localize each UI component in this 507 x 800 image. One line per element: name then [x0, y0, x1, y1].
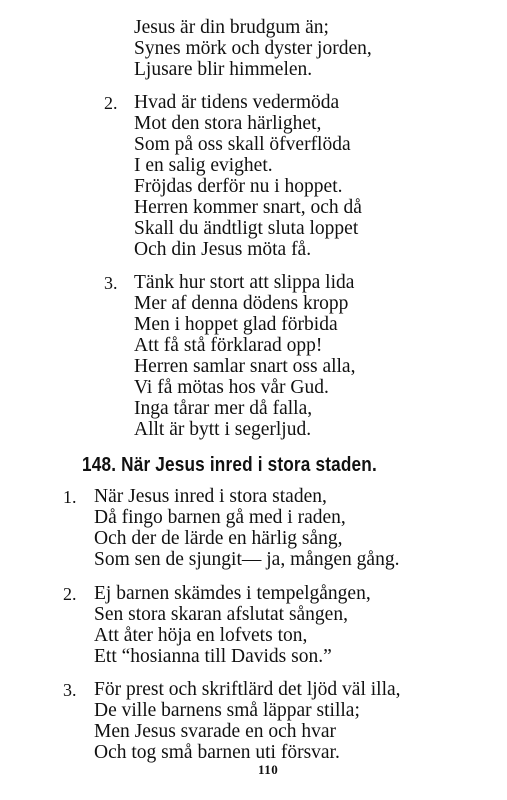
verse-number: 2.: [63, 584, 77, 604]
verse-line: Tänk hur stort att slippa lida: [134, 272, 355, 293]
verse-number: 1.: [63, 487, 77, 507]
verse-line: Sen stora skaran afslutat sången,: [94, 604, 348, 625]
verse-line: Fröjdas derför nu i hoppet.: [134, 176, 343, 197]
verse-line: Herren samlar snart oss alla,: [134, 356, 356, 377]
verse-line: Och tog små barnen uti försvar.: [94, 742, 340, 763]
verse-line: Men Jesus svarade en och hvar: [94, 721, 337, 742]
verse-line: De ville barnens små läppar stilla;: [94, 700, 360, 721]
verse-line: Ett “hosianna till Davids son.”: [94, 646, 332, 667]
verse-line: Skall du ändtligt sluta loppet: [134, 218, 359, 239]
verse-line: Hvad är tidens vedermöda: [134, 92, 340, 113]
verse-line: Och der de lärde en härlig sång,: [94, 528, 343, 549]
verse-line: När Jesus inred i stora staden,: [94, 486, 327, 507]
verse-line: Mer af denna dödens kropp: [134, 293, 349, 314]
verse-line: Ljusare blir himmelen.: [134, 59, 313, 80]
verse-line: Jesus är din brudgum än;: [134, 17, 329, 38]
verse-line: I en salig evighet.: [134, 155, 273, 176]
verse-number: 2.: [104, 93, 118, 113]
verse-number: 3.: [104, 273, 118, 293]
verse-line: För prest och skriftlärd det ljöd väl illa,: [94, 679, 401, 700]
verse-line: Och din Jesus möta få.: [134, 239, 312, 260]
verse-line: Mot den stora härlighet,: [134, 113, 322, 134]
verse-line: Som på oss skall öfverflöda: [134, 134, 351, 155]
verse-line: Att åter höja en lofvets ton,: [94, 625, 308, 646]
page-number: 110: [258, 762, 279, 777]
verse-line: Då fingo barnen gå med i raden,: [94, 507, 346, 528]
verse-line: Herren kommer snart, och då: [134, 197, 362, 218]
verse-line: Ej barnen skämdes i tempelgången,: [94, 583, 371, 604]
verse-line: Att få stå förklarad opp!: [134, 335, 323, 356]
hymn-148-title: 148. När Jesus inred i stora staden.: [82, 454, 377, 476]
verse-line: Som sen de sjungit— ja, mången gång.: [94, 549, 400, 570]
verse-line: Inga tårar mer då falla,: [134, 398, 313, 419]
verse-line: Allt är bytt i segerljud.: [134, 419, 312, 440]
verse-line: Vi få mötas hos vår Gud.: [134, 377, 329, 398]
verse-line: Men i hoppet glad förbida: [134, 314, 338, 335]
verse-number: 3.: [63, 680, 77, 700]
verse-line: Synes mörk och dyster jorden,: [134, 38, 372, 59]
